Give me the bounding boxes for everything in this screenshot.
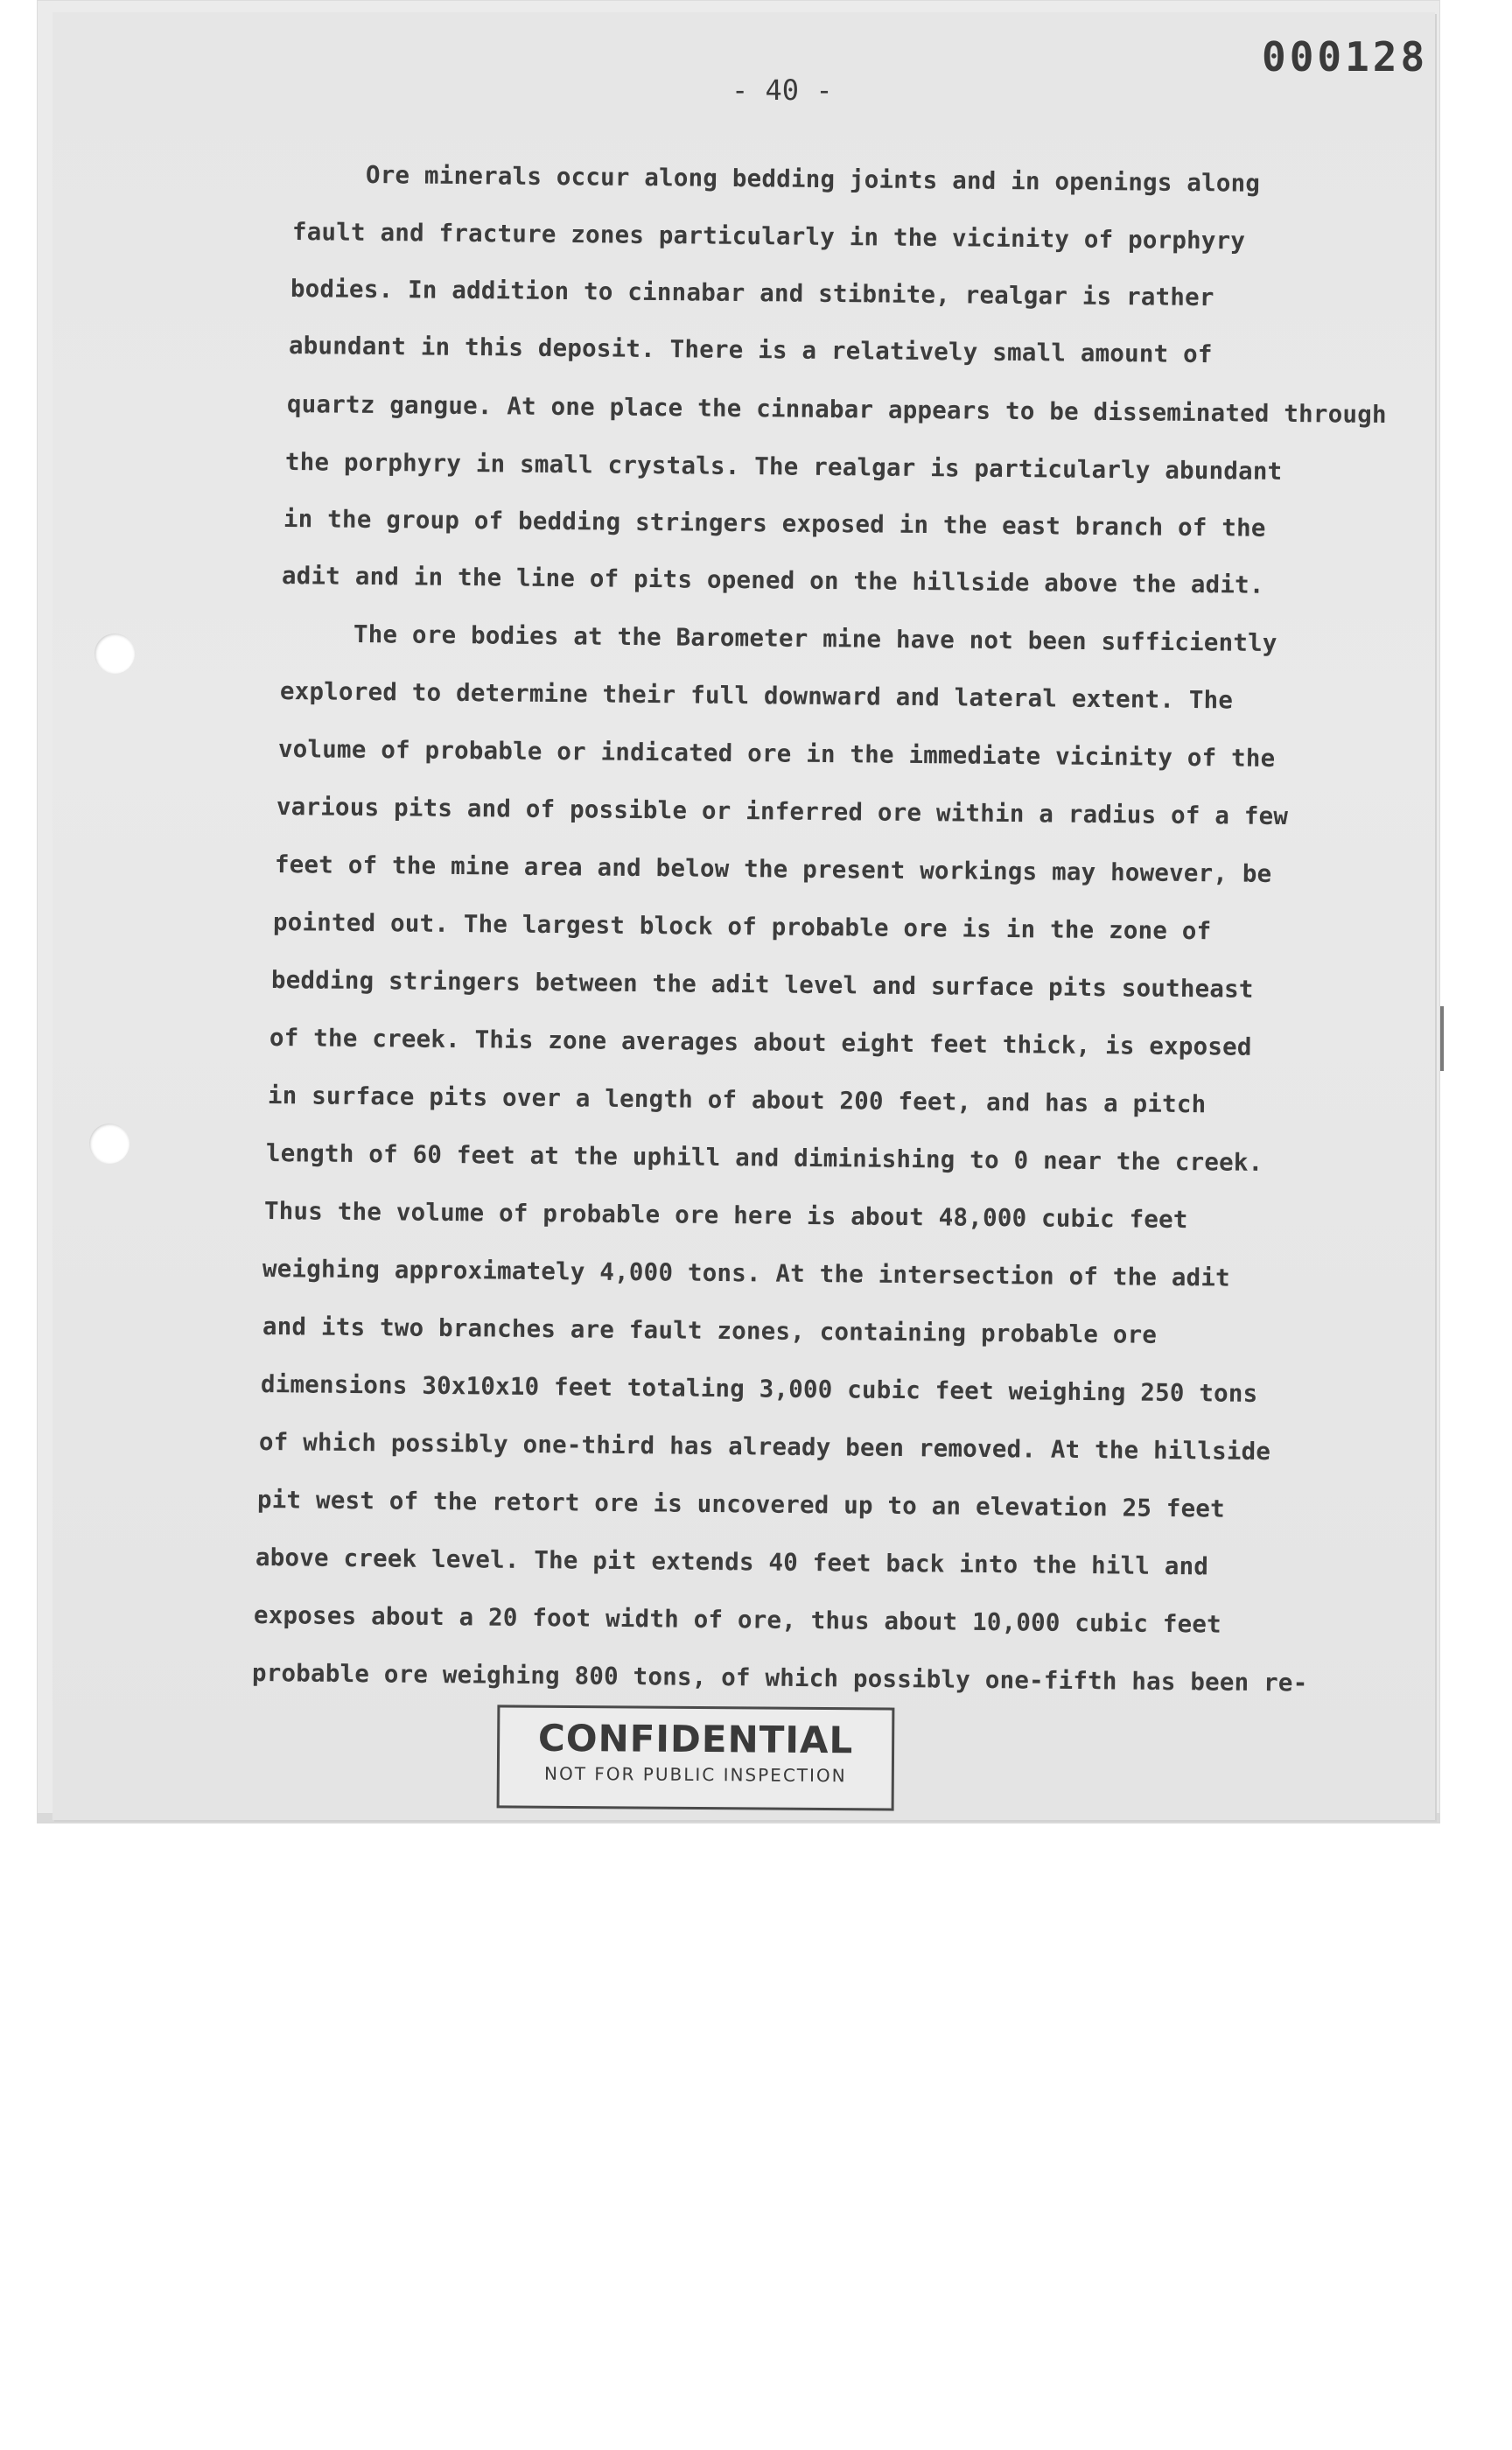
text-line: adit and in the line of pits opened on the hillside above the adit. bbox=[281, 562, 1264, 599]
document-number: 000128 bbox=[1262, 33, 1429, 80]
text-line: and its two branches are fault zones, containing probable ore bbox=[262, 1312, 1158, 1349]
text-line: quartz gangue. At one place the cinnabar appears to be disseminated through bbox=[286, 390, 1387, 430]
text-line: explored to determine their full downward and lateral extent. The bbox=[279, 677, 1234, 715]
text-line: Thus the volume of probable ore here is about 48,000 cubic feet bbox=[263, 1197, 1188, 1235]
text-line: volume of probable or indicated ore in the immediate vicinity of the bbox=[277, 735, 1276, 773]
text-line: length of 60 feet at the uphill and diminishing to 0 near the creek. bbox=[265, 1139, 1264, 1177]
confidential-stamp bbox=[497, 1704, 895, 1810]
stamp-subtitle: NOT FOR PUBLIC INSPECTION bbox=[543, 1762, 847, 1787]
text-line: Ore minerals occur along bedding joints and in openings along bbox=[365, 161, 1261, 198]
text-line: of which possibly one-third has already been removed. At the hillside bbox=[258, 1428, 1271, 1466]
text-line: fault and fracture zones particularly in the vicinity of porphyry bbox=[291, 218, 1246, 256]
text-line: the porphyry in small crystals. The realgar is particularly abundant bbox=[284, 448, 1283, 486]
text-line: probable ore weighing 800 tons, of which possibly one-fifth has been re- bbox=[251, 1659, 1308, 1698]
text-line: pit west of the retort ore is uncovered up to an elevation 25 feet bbox=[256, 1486, 1226, 1523]
text-line: bedding stringers between the adit level and surface pits southeast bbox=[270, 966, 1254, 1004]
page-edge-mark bbox=[1440, 1006, 1444, 1071]
text-line: dimensions 30x10x10 feet totaling 3,000 cubic feet weighing 250 tons bbox=[260, 1370, 1258, 1408]
text-line: above creek level. The pit extends 40 feet back into the hill and bbox=[255, 1544, 1209, 1581]
text-line: weighing approximately 4,000 tons. At the intersection of the adit bbox=[262, 1255, 1231, 1292]
text-line: of the creek. This zone averages about eight feet thick, is exposed bbox=[269, 1024, 1252, 1061]
page-number: - 40 - bbox=[732, 74, 833, 107]
stamp-title: CONFIDENTIAL bbox=[537, 1716, 854, 1762]
text-line: bodies. In addition to cinnabar and stibnite, realgar is rather bbox=[290, 275, 1214, 312]
text-line: in the group of bedding stringers exposed in the east branch of the bbox=[283, 505, 1266, 542]
text-line: pointed out. The largest block of probable ore is in the zone of bbox=[272, 908, 1212, 946]
text-line: various pits and of possible or inferred ore within a radius of a few bbox=[276, 793, 1289, 831]
text-line: exposes about a 20 foot width of ore, thus about 10,000 cubic feet bbox=[253, 1601, 1222, 1639]
text-line: The ore bodies at the Barometer mine have not been sufficiently bbox=[353, 620, 1278, 658]
text-line: in surface pits over a length of about 200 feet, and has a pitch bbox=[267, 1082, 1207, 1119]
text-line: feet of the mine area and below the present workings may however, be bbox=[274, 850, 1272, 888]
text-line: abundant in this deposit. There is a relatively small amount of bbox=[288, 332, 1213, 369]
